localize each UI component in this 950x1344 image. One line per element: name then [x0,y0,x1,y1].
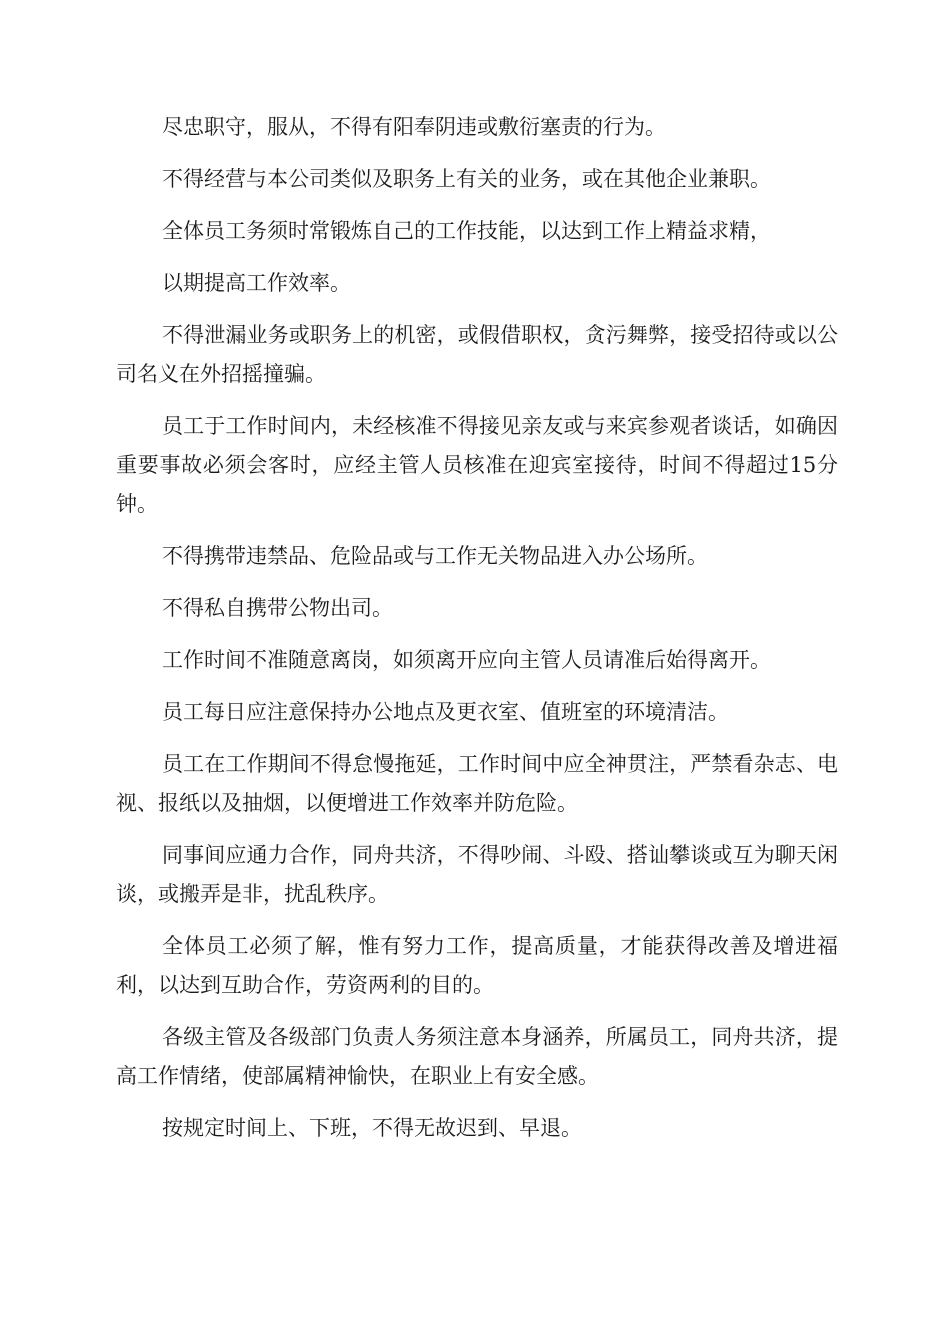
paragraph: 不得泄漏业务或职务上的机密，或假借职权，贪污舞弊，接受招待或以公司名义在外招摇撞骗。 [116,323,838,386]
paragraph: 同事间应通力合作，同舟共济，不得吵闹、斗殴、搭讪攀谈或互为聊天闲谈，或搬弄是非，扰乱秩序。 [116,843,838,906]
document-body [116,108,838,1161]
paragraph: 员工在工作期间不得怠慢拖延，工作时间中应全神贯注，严禁看杂志、电视、报纸以及抽烟，以便增进工作效率并防危险。 [116,752,838,815]
paragraph: 以期提高工作效率。 [162,271,351,295]
paragraph: 各级主管及各级部门负责人务须注意本身涵养，所属员工，同舟共济，提高工作情绪，使部属精神愉快，在职业上有安全感。 [116,1025,838,1088]
paragraph: 全体员工必须了解，惟有努力工作，提高质量，才能获得改善及增进福利，以达到互助合作，劳资两利的目的。 [116,934,838,997]
paragraph: 不得私自携带公物出司。 [162,596,393,620]
paragraph: 按规定时间上、下班，不得无故迟到、早退。 [162,1116,582,1140]
paragraph: 工作时间不准随意离岗，如须离开应向主管人员请准后始得离开。 [162,648,771,672]
paragraph: 不得携带违禁品、危险品或与工作无关物品进入办公场所。 [162,544,708,568]
paragraph: 不得经营与本公司类似及职务上有关的业务，或在其他企业兼职。 [162,167,771,191]
paragraph: 员工于工作时间内，未经核准不得接见亲友或与来宾参观者谈话，如确因重要事故必须会客时，应经主管人员核准在迎宾室接待，时间不得超过15分钟。 [116,414,838,516]
paragraph: 员工每日应注意保持办公地点及更衣室、值班室的环境清洁。 [162,700,729,724]
paragraph: 尽忠职守，服从，不得有阳奉阴违或敷衍塞责的行为。 [162,115,666,139]
paragraph: 全体员工务须时常锻炼自己的工作技能，以达到工作上精益求精， [162,219,771,243]
